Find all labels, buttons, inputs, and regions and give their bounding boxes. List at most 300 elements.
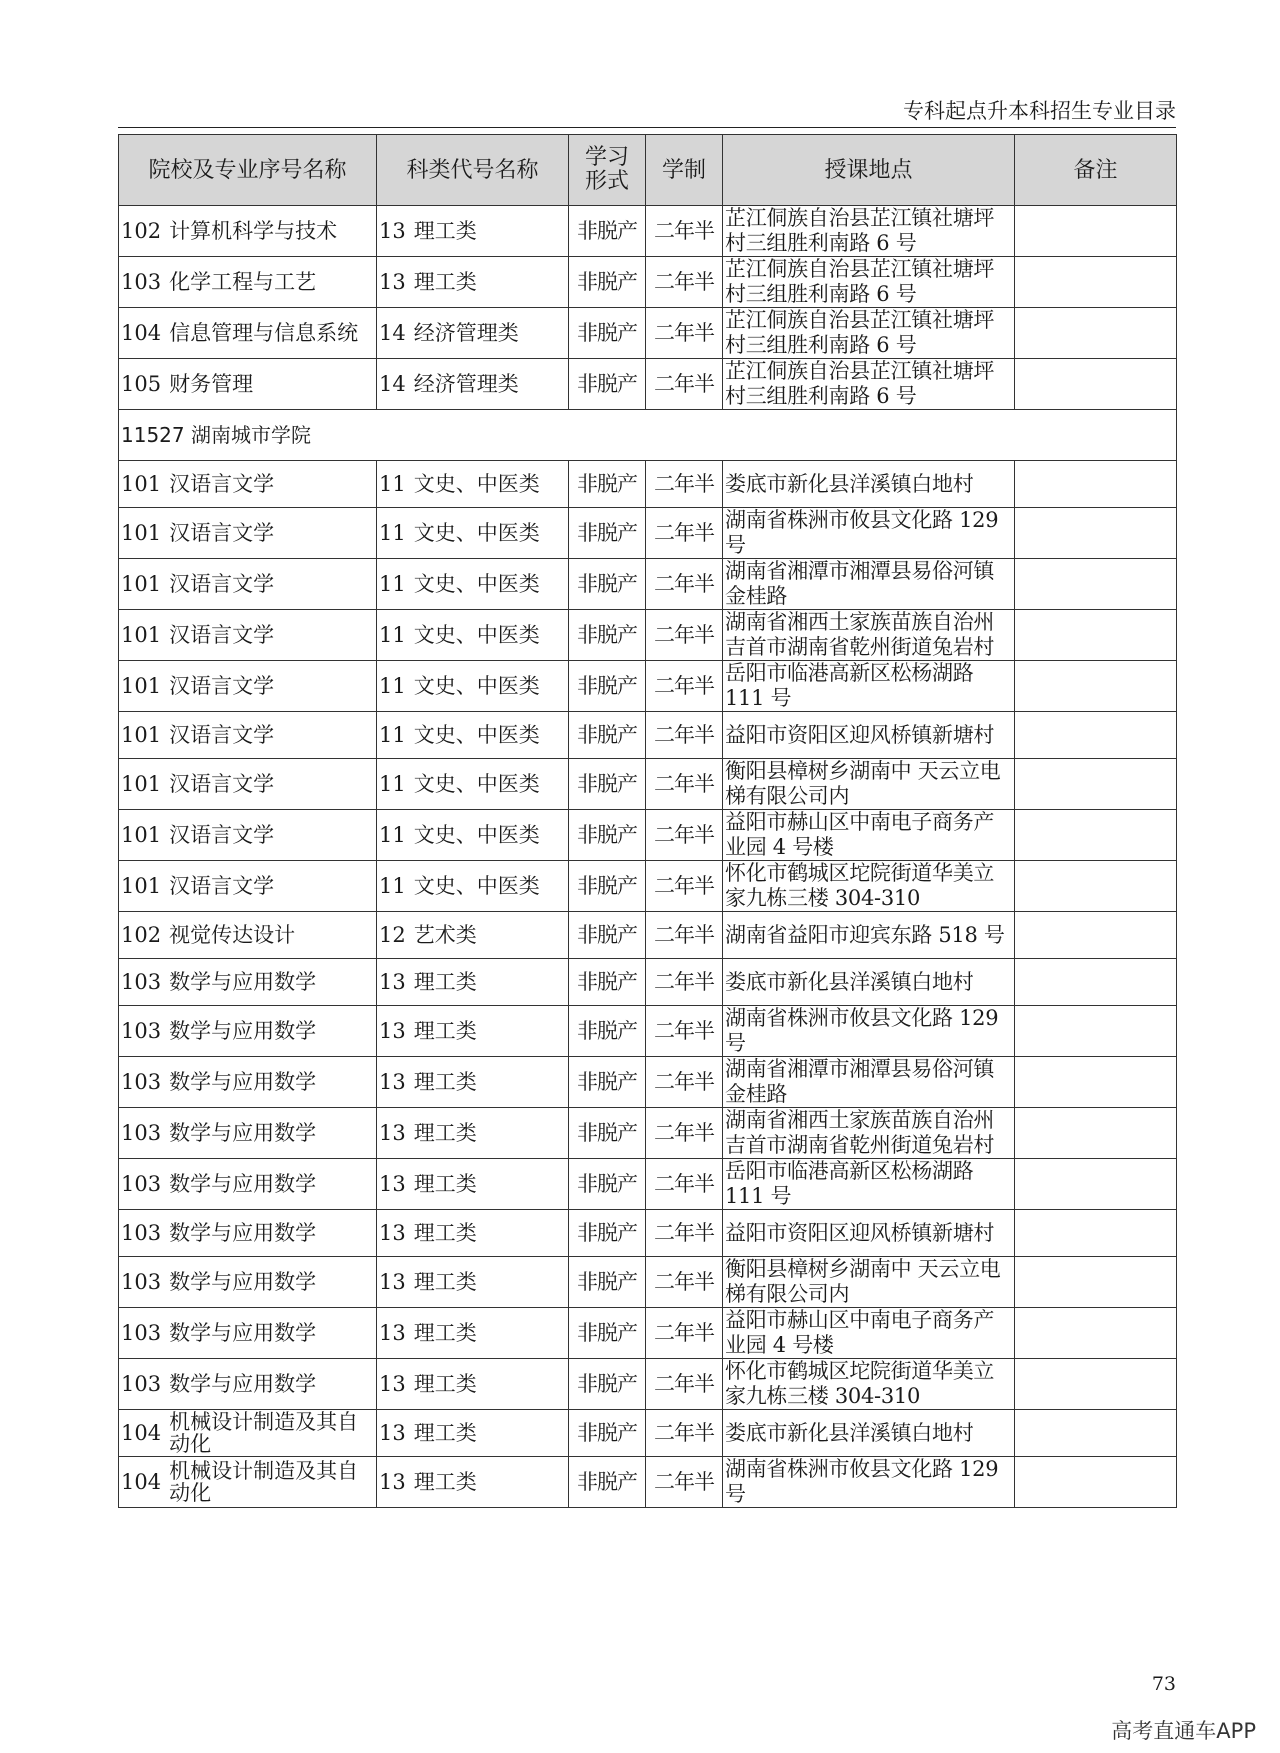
location: 娄底市新化县洋溪镇白地村 <box>725 1420 974 1445</box>
study-mode: 非脱产 <box>577 771 637 796</box>
note-cell <box>1015 1057 1177 1108</box>
category-name: 理工类 <box>413 1018 477 1043</box>
duration: 二年半 <box>654 1469 714 1494</box>
major-cell <box>119 1006 377 1057</box>
category-code: 13 <box>379 1171 406 1196</box>
major-cell <box>119 559 377 610</box>
major-name: 数学与应用数学 <box>169 1069 317 1094</box>
major-name: 财务管理 <box>169 371 254 396</box>
study-mode-cell <box>569 308 646 359</box>
location-cell <box>723 810 1015 861</box>
school-row <box>119 410 1177 461</box>
duration-cell <box>646 759 723 810</box>
major-code: 103 <box>121 1018 162 1043</box>
major-name: 计算机科学与技术 <box>169 218 338 243</box>
category-code: 11 <box>379 722 406 747</box>
major-code: 101 <box>121 822 162 847</box>
major-code: 103 <box>121 1069 162 1094</box>
major-code: 103 <box>121 1120 162 1145</box>
category-name: 文史、中医类 <box>413 471 540 496</box>
category-code: 11 <box>379 873 406 898</box>
category-name: 理工类 <box>413 1320 477 1345</box>
col-header-mode: 学习 形式 <box>569 135 646 206</box>
major-name: 数学与应用数学 <box>169 1220 317 1245</box>
major-name: 信息管理与信息系统 <box>169 320 359 345</box>
major-cell <box>119 661 377 712</box>
catalog-table <box>118 134 1177 1508</box>
duration: 二年半 <box>654 922 714 947</box>
duration: 二年半 <box>654 218 714 243</box>
location-cell <box>723 559 1015 610</box>
major-code: 101 <box>121 571 162 596</box>
table-row <box>119 1257 1177 1308</box>
location: 怀化市鹤城区坨院街道华美立家九栋三楼 304-310 <box>725 1359 995 1408</box>
note-cell <box>1015 206 1177 257</box>
major-cell <box>119 959 377 1006</box>
category-cell <box>377 661 569 712</box>
study-mode-cell <box>569 1457 646 1508</box>
category-cell <box>377 912 569 959</box>
duration-cell <box>646 912 723 959</box>
note-cell <box>1015 257 1177 308</box>
duration: 二年半 <box>654 520 714 545</box>
location-cell <box>723 759 1015 810</box>
study-mode: 非脱产 <box>577 722 637 747</box>
location: 益阳市资阳区迎风桥镇新塘村 <box>725 1220 995 1245</box>
location-cell <box>723 308 1015 359</box>
major-code: 101 <box>121 722 162 747</box>
duration: 二年半 <box>654 371 714 396</box>
table-header-row <box>119 135 1177 206</box>
category-cell <box>377 1057 569 1108</box>
major-cell <box>119 206 377 257</box>
duration: 二年半 <box>654 1371 714 1396</box>
category-code: 13 <box>379 1420 406 1445</box>
location: 芷江侗族自治县芷江镇社塘坪村三组胜利南路 6 号 <box>725 359 995 408</box>
study-mode: 非脱产 <box>577 1269 637 1294</box>
duration-cell <box>646 1308 723 1359</box>
table-row <box>119 661 1177 712</box>
location-cell <box>723 959 1015 1006</box>
location: 湖南省湘潭市湘潭县易俗河镇金桂路 <box>725 559 995 608</box>
category-cell <box>377 559 569 610</box>
duration: 二年半 <box>654 969 714 994</box>
page-number: 73 <box>1151 1673 1176 1695</box>
note-cell <box>1015 610 1177 661</box>
major-cell <box>119 1108 377 1159</box>
category-code: 11 <box>379 622 406 647</box>
study-mode-cell <box>569 257 646 308</box>
study-mode: 非脱产 <box>577 1420 637 1445</box>
duration-cell <box>646 461 723 508</box>
category-name: 文史、中医类 <box>413 622 540 647</box>
duration-cell <box>646 257 723 308</box>
category-cell <box>377 1457 569 1508</box>
duration-cell <box>646 959 723 1006</box>
major-cell <box>119 1257 377 1308</box>
location: 岳阳市临港高新区松杨湖路 111 号 <box>725 1159 974 1208</box>
study-mode-cell <box>569 912 646 959</box>
category-name: 理工类 <box>413 1371 477 1396</box>
category-code: 11 <box>379 771 406 796</box>
category-name: 理工类 <box>413 1220 477 1245</box>
study-mode: 非脱产 <box>577 1069 637 1094</box>
category-name: 理工类 <box>413 1420 477 1445</box>
duration-cell <box>646 308 723 359</box>
category-cell <box>377 461 569 508</box>
location: 益阳市资阳区迎风桥镇新塘村 <box>725 722 995 747</box>
major-code: 103 <box>121 1320 162 1345</box>
study-mode-cell <box>569 1159 646 1210</box>
major-cell <box>119 1210 377 1257</box>
major-name: 数学与应用数学 <box>169 1120 317 1145</box>
location-cell <box>723 1308 1015 1359</box>
major-name: 汉语言文学 <box>169 822 275 847</box>
major-cell <box>119 1308 377 1359</box>
note-cell <box>1015 912 1177 959</box>
study-mode: 非脱产 <box>577 622 637 647</box>
duration: 二年半 <box>654 873 714 898</box>
study-mode: 非脱产 <box>577 1371 637 1396</box>
table-row <box>119 308 1177 359</box>
duration-cell <box>646 661 723 712</box>
location-cell <box>723 610 1015 661</box>
table-row <box>119 206 1177 257</box>
location-cell <box>723 461 1015 508</box>
major-cell <box>119 759 377 810</box>
location: 衡阳县樟树乡湖南中 天云立电梯有限公司内 <box>725 759 1001 808</box>
major-code: 102 <box>121 218 162 243</box>
category-name: 理工类 <box>413 269 477 294</box>
major-cell <box>119 1159 377 1210</box>
study-mode-cell <box>569 559 646 610</box>
col-header-duration: 学制 <box>646 135 723 206</box>
note-cell <box>1015 1359 1177 1410</box>
study-mode-cell <box>569 959 646 1006</box>
category-cell <box>377 1410 569 1457</box>
category-code: 13 <box>379 218 406 243</box>
table-row <box>119 1108 1177 1159</box>
major-cell <box>119 810 377 861</box>
major-name: 汉语言文学 <box>169 673 275 698</box>
note-cell <box>1015 1159 1177 1210</box>
duration-cell <box>646 1257 723 1308</box>
study-mode-cell <box>569 1006 646 1057</box>
study-mode: 非脱产 <box>577 471 637 496</box>
major-code: 101 <box>121 673 162 698</box>
location-cell <box>723 1257 1015 1308</box>
note-cell <box>1015 959 1177 1006</box>
location-cell <box>723 1057 1015 1108</box>
location-cell <box>723 1210 1015 1257</box>
table-row <box>119 810 1177 861</box>
category-name: 理工类 <box>413 969 477 994</box>
location: 湖南省湘潭市湘潭县易俗河镇金桂路 <box>725 1057 995 1106</box>
category-cell <box>377 1210 569 1257</box>
note-cell <box>1015 359 1177 410</box>
col-header-category: 科类代号名称 <box>377 135 569 206</box>
location-cell <box>723 912 1015 959</box>
major-code: 103 <box>121 1220 162 1245</box>
location-cell <box>723 661 1015 712</box>
category-name: 经济管理类 <box>413 320 519 345</box>
table-row <box>119 1057 1177 1108</box>
major-code: 101 <box>121 520 162 545</box>
study-mode-cell <box>569 1359 646 1410</box>
major-name: 数学与应用数学 <box>169 1371 317 1396</box>
table-row <box>119 1210 1177 1257</box>
school-name: 11527 湖南城市学院 <box>119 410 1177 461</box>
category-name: 理工类 <box>413 218 477 243</box>
duration-cell <box>646 610 723 661</box>
category-code: 13 <box>379 1220 406 1245</box>
major-name: 数学与应用数学 <box>169 969 317 994</box>
study-mode-cell <box>569 610 646 661</box>
category-cell <box>377 610 569 661</box>
category-cell <box>377 1257 569 1308</box>
duration: 二年半 <box>654 622 714 647</box>
table-row <box>119 912 1177 959</box>
category-name: 理工类 <box>413 1069 477 1094</box>
major-cell <box>119 359 377 410</box>
duration: 二年半 <box>654 1320 714 1345</box>
study-mode-cell <box>569 1410 646 1457</box>
category-name: 经济管理类 <box>413 371 519 396</box>
major-cell <box>119 861 377 912</box>
study-mode: 非脱产 <box>577 1469 637 1494</box>
major-code: 104 <box>121 1469 162 1494</box>
major-name: 汉语言文学 <box>169 571 275 596</box>
major-cell <box>119 1057 377 1108</box>
category-code: 14 <box>379 320 406 345</box>
table-row <box>119 257 1177 308</box>
major-code: 103 <box>121 969 162 994</box>
major-name: 机械设计制造及其自动化 <box>169 1459 359 1505</box>
duration-cell <box>646 206 723 257</box>
major-code: 103 <box>121 269 162 294</box>
major-cell <box>119 1359 377 1410</box>
duration: 二年半 <box>654 1171 714 1196</box>
category-cell <box>377 308 569 359</box>
location-cell <box>723 257 1015 308</box>
major-cell <box>119 308 377 359</box>
major-name: 汉语言文学 <box>169 520 275 545</box>
study-mode: 非脱产 <box>577 922 637 947</box>
duration: 二年半 <box>654 471 714 496</box>
duration-cell <box>646 810 723 861</box>
category-code: 13 <box>379 1069 406 1094</box>
table-row <box>119 861 1177 912</box>
duration: 二年半 <box>654 771 714 796</box>
duration-cell <box>646 1108 723 1159</box>
note-cell <box>1015 1457 1177 1508</box>
location: 湖南省株洲市攸县文化路 129 号 <box>725 1457 999 1506</box>
duration: 二年半 <box>654 1269 714 1294</box>
table-row <box>119 1359 1177 1410</box>
major-cell <box>119 508 377 559</box>
category-cell <box>377 1359 569 1410</box>
col-header-location: 授课地点 <box>723 135 1015 206</box>
category-cell <box>377 206 569 257</box>
category-cell <box>377 508 569 559</box>
study-mode: 非脱产 <box>577 1171 637 1196</box>
note-cell <box>1015 461 1177 508</box>
table-row <box>119 610 1177 661</box>
study-mode: 非脱产 <box>577 571 637 596</box>
category-name: 文史、中医类 <box>413 722 540 747</box>
study-mode-cell <box>569 1057 646 1108</box>
location: 娄底市新化县洋溪镇白地村 <box>725 969 974 994</box>
category-cell <box>377 759 569 810</box>
major-cell <box>119 461 377 508</box>
category-code: 13 <box>379 1018 406 1043</box>
study-mode: 非脱产 <box>577 320 637 345</box>
location-cell <box>723 1410 1015 1457</box>
duration: 二年半 <box>654 1220 714 1245</box>
category-name: 艺术类 <box>413 922 477 947</box>
duration: 二年半 <box>654 269 714 294</box>
major-cell <box>119 610 377 661</box>
note-cell <box>1015 1257 1177 1308</box>
category-code: 11 <box>379 520 406 545</box>
location: 湖南省湘西土家族苗族自治州吉首市湖南省乾州街道兔岩村 <box>725 610 995 659</box>
category-name: 文史、中医类 <box>413 771 540 796</box>
table-row <box>119 759 1177 810</box>
category-cell <box>377 1006 569 1057</box>
location-cell <box>723 206 1015 257</box>
duration-cell <box>646 861 723 912</box>
location: 芷江侗族自治县芷江镇社塘坪村三组胜利南路 6 号 <box>725 257 995 306</box>
major-name: 数学与应用数学 <box>169 1018 317 1043</box>
location: 怀化市鹤城区坨院街道华美立家九栋三楼 304-310 <box>725 861 995 910</box>
category-name: 理工类 <box>413 1171 477 1196</box>
study-mode: 非脱产 <box>577 873 637 898</box>
duration-cell <box>646 1410 723 1457</box>
category-code: 13 <box>379 1320 406 1345</box>
note-cell <box>1015 1108 1177 1159</box>
major-name: 数学与应用数学 <box>169 1320 317 1345</box>
table-row <box>119 461 1177 508</box>
note-cell <box>1015 1410 1177 1457</box>
major-code: 103 <box>121 1171 162 1196</box>
duration-cell <box>646 1006 723 1057</box>
duration: 二年半 <box>654 1420 714 1445</box>
col-header-major: 院校及专业序号名称 <box>119 135 377 206</box>
note-cell <box>1015 1006 1177 1057</box>
category-name: 理工类 <box>413 1120 477 1145</box>
category-code: 11 <box>379 822 406 847</box>
duration-cell <box>646 712 723 759</box>
location: 衡阳县樟树乡湖南中 天云立电梯有限公司内 <box>725 1257 1001 1306</box>
study-mode-cell <box>569 508 646 559</box>
major-code: 102 <box>121 922 162 947</box>
duration-cell <box>646 1210 723 1257</box>
location-cell <box>723 359 1015 410</box>
category-code: 11 <box>379 673 406 698</box>
major-code: 101 <box>121 471 162 496</box>
major-code: 101 <box>121 873 162 898</box>
major-code: 101 <box>121 771 162 796</box>
study-mode-cell <box>569 861 646 912</box>
location: 湖南省株洲市攸县文化路 129 号 <box>725 1006 999 1055</box>
table-row <box>119 1006 1177 1057</box>
major-name: 机械设计制造及其自动化 <box>169 1410 359 1456</box>
category-code: 11 <box>379 571 406 596</box>
table-row <box>119 559 1177 610</box>
table-row <box>119 1457 1177 1508</box>
category-cell <box>377 1108 569 1159</box>
study-mode-cell <box>569 712 646 759</box>
location: 娄底市新化县洋溪镇白地村 <box>725 471 974 496</box>
note-cell <box>1015 810 1177 861</box>
study-mode-cell <box>569 1210 646 1257</box>
duration: 二年半 <box>654 822 714 847</box>
study-mode-cell <box>569 359 646 410</box>
header-rule <box>118 127 1176 128</box>
table-row <box>119 359 1177 410</box>
duration-cell <box>646 359 723 410</box>
study-mode-cell <box>569 461 646 508</box>
duration-cell <box>646 559 723 610</box>
study-mode: 非脱产 <box>577 1220 637 1245</box>
category-code: 12 <box>379 922 406 947</box>
category-cell <box>377 359 569 410</box>
location: 益阳市赫山区中南电子商务产业园 4 号楼 <box>725 810 995 859</box>
study-mode: 非脱产 <box>577 673 637 698</box>
location: 益阳市赫山区中南电子商务产业园 4 号楼 <box>725 1308 995 1357</box>
major-name: 汉语言文学 <box>169 471 275 496</box>
table-row <box>119 1308 1177 1359</box>
table-row <box>119 1410 1177 1457</box>
major-cell <box>119 1457 377 1508</box>
study-mode-cell <box>569 661 646 712</box>
location-cell <box>723 508 1015 559</box>
study-mode-cell <box>569 206 646 257</box>
category-cell <box>377 1308 569 1359</box>
watermark: 高考直通车APP <box>1111 1719 1256 1743</box>
category-cell <box>377 257 569 308</box>
major-name: 汉语言文学 <box>169 873 275 898</box>
location: 芷江侗族自治县芷江镇社塘坪村三组胜利南路 6 号 <box>725 308 995 357</box>
location-cell <box>723 1359 1015 1410</box>
category-code: 13 <box>379 1120 406 1145</box>
study-mode-cell <box>569 1308 646 1359</box>
location: 湖南省株洲市攸县文化路 129 号 <box>725 508 999 557</box>
col-header-note: 备注 <box>1015 135 1177 206</box>
note-cell <box>1015 712 1177 759</box>
category-code: 14 <box>379 371 406 396</box>
category-cell <box>377 810 569 861</box>
category-cell <box>377 861 569 912</box>
running-header: 专科起点升本科招生专业目录 <box>903 99 1176 123</box>
major-name: 汉语言文学 <box>169 622 275 647</box>
location: 芷江侗族自治县芷江镇社塘坪村三组胜利南路 6 号 <box>725 206 995 255</box>
study-mode: 非脱产 <box>577 1120 637 1145</box>
major-name: 汉语言文学 <box>169 771 275 796</box>
table-row <box>119 1159 1177 1210</box>
location: 湖南省益阳市迎宾东路 518 号 <box>725 922 1005 947</box>
location: 湖南省湘西土家族苗族自治州吉首市湖南省乾州街道兔岩村 <box>725 1108 995 1157</box>
note-cell <box>1015 308 1177 359</box>
category-code: 13 <box>379 1269 406 1294</box>
major-name: 数学与应用数学 <box>169 1269 317 1294</box>
category-name: 理工类 <box>413 1469 477 1494</box>
study-mode-cell <box>569 1257 646 1308</box>
note-cell <box>1015 1308 1177 1359</box>
category-name: 文史、中医类 <box>413 822 540 847</box>
note-cell <box>1015 661 1177 712</box>
duration: 二年半 <box>654 673 714 698</box>
